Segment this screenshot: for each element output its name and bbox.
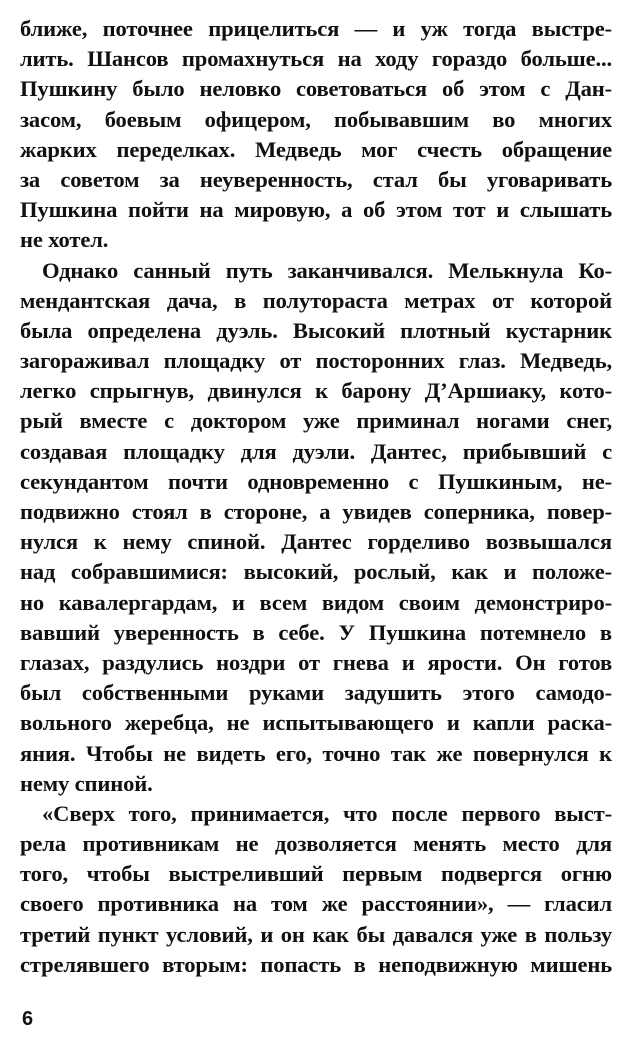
text-line: рый вместе с доктором уже приминал ногами снег, (20, 408, 612, 434)
text-line: секундантом почти одновременно с Пушкиным, не- (20, 468, 612, 494)
text-line: был собственными руками задушить этого самодо- (20, 680, 612, 706)
text-line: ближе, поточнее прицелиться — и уж тогда выстре- (20, 16, 612, 41)
text-line: своего противника на том же расстоянии», — гласил (20, 891, 612, 917)
text-line: третий пункт условий, и он как бы давался уже в пользу (20, 921, 612, 947)
paragraph (20, 14, 612, 256)
text-line: того, чтобы выстреливший первым подвергся огню (20, 861, 612, 887)
text-line: вольного жеребца, не испытывающего и капли раска- (20, 710, 612, 736)
text-line: жарких переделках. Медведь мог счесть обращение (20, 136, 612, 162)
text-line: вавший уверенность в себе. У Пушкина потемнело в (20, 619, 612, 645)
text-line: над собравшимися: высокий, рослый, как и положе- (20, 559, 612, 585)
body-text (20, 14, 612, 980)
page-number: 6 (22, 1008, 34, 1030)
text-line: за советом за неуверенность, стал бы уговаривать (20, 166, 612, 192)
text-line: рела противникам не дозволяется менять место для (20, 831, 612, 857)
text-line: мендантская дача, в полутораста метрах от которой (20, 287, 612, 313)
text-line: не хотел. (20, 227, 109, 253)
text-line: глазах, раздулись ноздри от гнева и ярости. Он готов (20, 649, 612, 675)
text-line: Пушкину было неловко советоваться об этом с Дан- (20, 76, 612, 102)
text-line: нему спиной. (20, 770, 153, 796)
text-line: была определена дуэль. Высокий плотный кустарник (20, 317, 612, 343)
text-line: засом, боевым офицером, побывавшим во многих (20, 106, 612, 132)
text-line: но кавалергардам, и всем видом своим демонстриро- (20, 589, 612, 615)
text-line: подвижно стоял в стороне, а увидев соперника, повер- (20, 499, 612, 524)
text-line: загораживал площадку от посторонних глаз. Медведь, (20, 348, 612, 374)
text-line: создавая площадку для дуэли. Дантес, прибывший с (20, 438, 612, 464)
text-line: нулся к нему спиной. Дантес горделиво возвышался (20, 529, 612, 555)
text-line: Однако санный путь заканчивался. Мелькнула Ко- (42, 257, 612, 283)
text-line: стрелявшего вторым: попасть в неподвижную мишень (20, 951, 612, 977)
text-line: яния. Чтобы не видеть его, точно так же повернулся к (20, 740, 612, 766)
text-line: легко спрыгнув, двинулся к барону Д’Аршиаку, кото- (20, 378, 612, 404)
paragraph (20, 256, 612, 799)
paragraph (20, 799, 612, 980)
text-line: лить. Шансов промахнуться на ходу гораздо больше... (20, 46, 612, 72)
text-line: «Сверх того, принимается, что после первого выст- (42, 800, 612, 826)
text-line: Пушкина пойти на мировую, а об этом тот и слышать (20, 197, 612, 223)
